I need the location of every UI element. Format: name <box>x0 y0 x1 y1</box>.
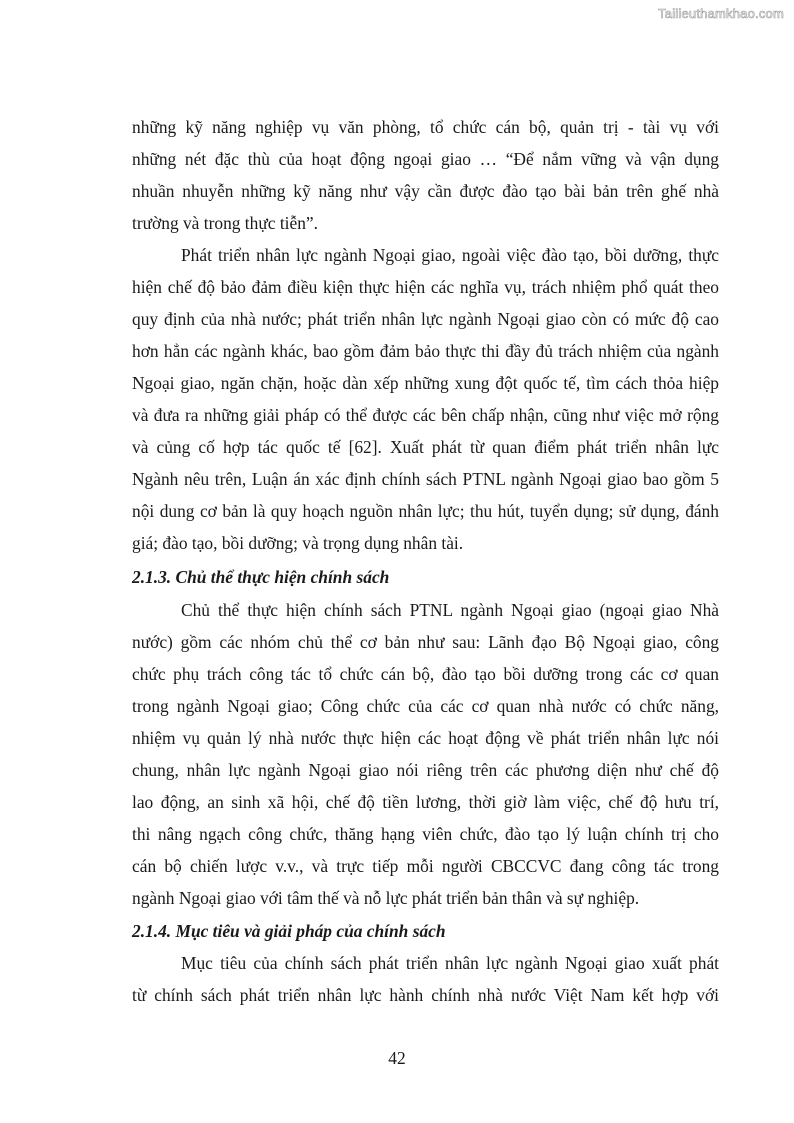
text-line: và đưa ra những giải pháp có thể được các bên chấp nhận, cũng như việc mở rộng <box>132 405 719 425</box>
text-line: quy định của nhà nước; phát triển nhân lực ngành Ngoại giao còn có mức độ cao <box>132 309 719 329</box>
text-line: nước) gồm các nhóm chủ thể cơ bản như sau: Lãnh đạo Bộ Ngoại giao, công <box>132 632 719 652</box>
text-line: chung, nhân lực ngành Ngoại giao nói riêng trên các phương diện như chế độ <box>132 760 719 780</box>
page-number: 42 <box>388 1048 406 1068</box>
text-line: từ chính sách phát triển nhân lực hành chính nhà nước Việt Nam kết hợp với <box>132 985 719 1005</box>
text-line: thi nâng ngạch công chức, thăng hạng viên chức, đào tạo lý luận chính trị cho <box>132 824 719 844</box>
text-line: Ngoại giao, ngăn chặn, hoặc dàn xếp những xung đột quốc tế, tìm cách thỏa hiệp <box>132 373 719 393</box>
text-line: những kỹ năng nghiệp vụ văn phòng, tổ chức cán bộ, quản trị - tài vụ với <box>132 117 719 137</box>
text-line: Ngành nêu trên, Luận án xác định chính sách PTNL ngành Ngoại giao bao gồm 5 <box>132 469 719 489</box>
text-line: trong ngành Ngoại giao; Công chức của các cơ quan nhà nước có chức năng, <box>132 696 719 716</box>
text-line: hơn hẳn các ngành khác, bao gồm đảm bảo thực thi đầy đủ trách nhiệm của ngành <box>132 341 719 361</box>
text-line: giá; đào tạo, bồi dưỡng; và trọng dụng nhân tài. <box>132 533 464 553</box>
text-line: chức phụ trách công tác tổ chức cán bộ, đào tạo bồi dưỡng trong các cơ quan <box>132 664 719 684</box>
text-line: hiện chế độ bảo đảm điều kiện thực hiện các nghĩa vụ, trách nhiệm phổ quát theo <box>132 277 719 297</box>
watermark: Tailieuthamkhao.com <box>658 6 784 21</box>
text-line: trường và trong thực tiễn”. <box>132 213 318 233</box>
text-line: và củng cố hợp tác quốc tế [62]. Xuất phát từ quan điểm phát triển nhân lực <box>132 437 719 457</box>
text-line: ngành Ngoại giao với tâm thế và nỗ lực phát triển bản thân và sự nghiệp. <box>132 888 640 908</box>
text-line: nhuần nhuyễn những kỹ năng như vậy cần được đào tạo bài bản trên ghế nhà <box>132 181 719 201</box>
text-line: Chủ thể thực hiện chính sách PTNL ngành Ngoại giao (ngoại giao Nhà <box>181 600 719 620</box>
text-line: cán bộ chiến lược v.v., và trực tiếp mỗi người CBCCVC đang công tác trong <box>132 856 719 876</box>
text-line: Mục tiêu của chính sách phát triển nhân lực ngành Ngoại giao xuất phát <box>181 953 719 973</box>
section-heading: 2.1.3. Chủ thể thực hiện chính sách <box>132 567 390 587</box>
section-heading: 2.1.4. Mục tiêu và giải pháp của chính sách <box>132 921 446 941</box>
text-line: nội dung cơ bản là quy hoạch nguồn nhân lực; thu hút, tuyển dụng; sử dụng, đánh <box>132 501 719 521</box>
text-line: Phát triển nhân lực ngành Ngoại giao, ngoài việc đào tạo, bồi dưỡng, thực <box>181 245 719 265</box>
text-line: lao động, an sinh xã hội, chế độ tiền lương, thời giờ làm việc, chế độ hưu trí, <box>132 792 719 812</box>
text-line: những nét đặc thù của hoạt động ngoại giao … “Để nắm vững và vận dụng <box>132 149 719 169</box>
text-line: nhiệm vụ quản lý nhà nước thực hiện các hoạt động về phát triển nhân lực nói <box>132 728 719 748</box>
